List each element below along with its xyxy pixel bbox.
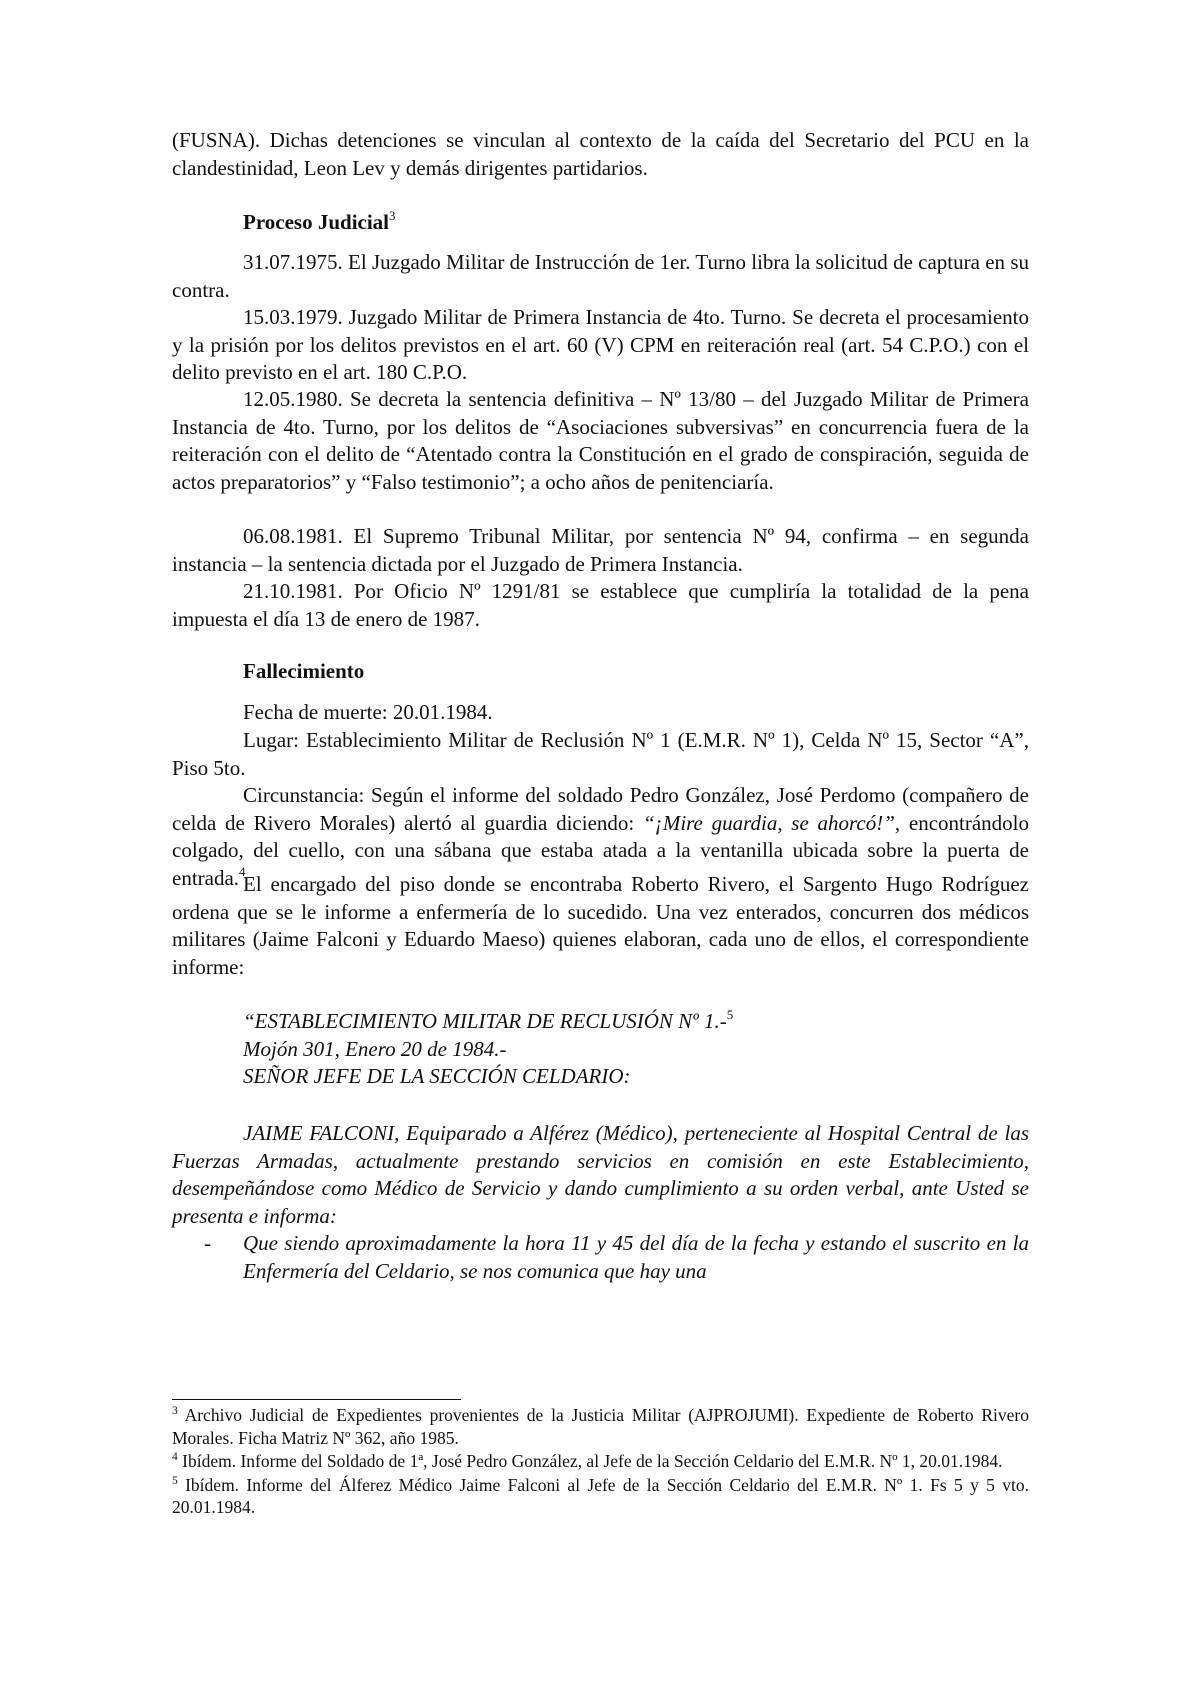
lugar-paragraph: Lugar: Establecimiento Militar de Reclusión Nº 1 (E.M.R. Nº 1), Celda Nº 15, Sector “A”, Piso 5to. <box>172 728 1029 780</box>
fecha-muerte: Fecha de muerte: 20.01.1984. <box>243 700 493 724</box>
informe-line: Mojón 301, Enero 20 de 1984.- <box>243 1036 507 1061</box>
footnote-separator <box>172 1399 461 1400</box>
proceso-item: 31.07.1975. El Juzgado Militar de Instrucción de 1er. Turno libra la solicitud de captura en su contra. <box>172 250 1029 302</box>
circunstancia-text-end: , encontrándolo colgado, del cuello, con una sábana que estaba atada a la ventanilla ubicada sobre la puerta de entrada. <box>172 810 1030 890</box>
section-title: Proceso Judicial <box>243 210 390 234</box>
footnote-ref: 3 <box>389 208 396 223</box>
encargado-paragraph: El encargado del piso donde se encontraba Roberto Rivero, el Sargento Hugo Rodríguez ordena que se le informe a enfermería de lo sucedido. Una vez enterados, concurren dos médicos militares (Jaime Falconi y Eduardo Maeso) quienes elaboran, cada uno de ellos, el correspondiente informe: <box>172 872 1029 979</box>
proceso-item: 06.08.1981. El Supremo Tribunal Militar, por sentencia Nº 94, confirma – en segunda instancia – la sentencia dictada por el Juzgado de Primera Instancia. <box>172 524 1029 576</box>
footnote: $^4$ Ibídem. Informe del Soldado de 1ª, José Pedro González, al Jefe de la Sección Celdario del E.M.R. Nº 1, 20.01.1984. <box>172 1451 1003 1471</box>
informe-paragraph: JAIME FALCONI, Equiparado a Alférez (Médico), perteneciente al Hospital Central de las Fuerzas Armadas, actualmente prestando servicios en comisión en este Establecimiento, desempeñándose como Médico de Servicio y dando cumplimiento a su orden verbal, ante Usted se presenta e informa: <box>172 1121 1029 1228</box>
proceso-item: 15.03.1979. Juzgado Militar de Primera Instancia de 4to. Turno. Se decreta el procesamiento y la prisión por los delitos previstos en el art. 60 (V) CPM en reiteración real (art. 54 C.P.O.) con el delito previsto en el art. 180 C.P.O. <box>172 305 1029 384</box>
footnote: $^3$ Archivo Judicial de Expedientes provenientes de la Justicia Militar (AJPROJUMI). Expediente de Roberto Rivero Morales. Ficha Matriz Nº 362, año 1985. <box>172 1405 1029 1448</box>
list-bullet: - <box>204 1231 211 1255</box>
proceso-item: 21.10.1981. Por Oficio Nº 1291/81 se establece que cumpliría la totalidad de la pena impuesta el día 13 de enero de 1987. <box>172 579 1029 631</box>
circunstancia-text: Circunstancia: Según el informe del soldado Pedro González, José Perdomo (compañero de celda de Rivero Morales) alertó al guardia diciendo: <box>172 783 1029 835</box>
informe-bullet-text: Que siendo aproximadamente la hora 11 y 45 del día de la fecha y estando el suscrito en la Enfermería del Celdario, se nos comunica que hay una <box>243 1231 1029 1283</box>
footnote-ref: 5 <box>726 1007 734 1022</box>
informe-line: “ESTABLECIMIENTO MILITAR DE RECLUSIÓN Nº 1.-$^5$ <box>243 1007 734 1033</box>
footnote: $^5$ Ibídem. Informe del Álferez Médico Jaime Falconi al Jefe de la Sección Celdario del E.M.R. Nº 1. Fs 5 y 5 vto. 20.01.1984. <box>172 1474 1030 1517</box>
section-heading-proceso-judicial <box>243 209 1029 237</box>
quoted-exclamation: “¡Mire guardia, se ahorcó!” <box>642 810 895 835</box>
footnote-ref: 4 <box>239 863 246 879</box>
informe-header <box>243 1008 1029 1091</box>
intro-paragraph: (FUSNA). Dichas detenciones se vinculan al contexto de la caída del Secretario del PCU en la clandestinidad, Leon Lev y demás dirigentes partidarios. <box>172 128 1029 180</box>
informe-line: SEÑOR JEFE DE LA SECCIÓN CELDARIO: <box>243 1064 631 1088</box>
proceso-item: 12.05.1980. Se decreta la sentencia definitiva – Nº 13/80 – del Juzgado Militar de Primera Instancia de 4to. Turno, por los delitos de “Asociaciones subversivas” en concurrencia fuera de la reiteración con el delito de “Atentado contra la Constitución en el grado de conspiración, seguida de actos preparatorios” y “Falso testimonio”; a ocho años de penitenciaría. <box>172 387 1029 494</box>
footnotes <box>172 1404 1029 1520</box>
section-heading-fallecimiento: Fallecimiento <box>243 659 365 683</box>
